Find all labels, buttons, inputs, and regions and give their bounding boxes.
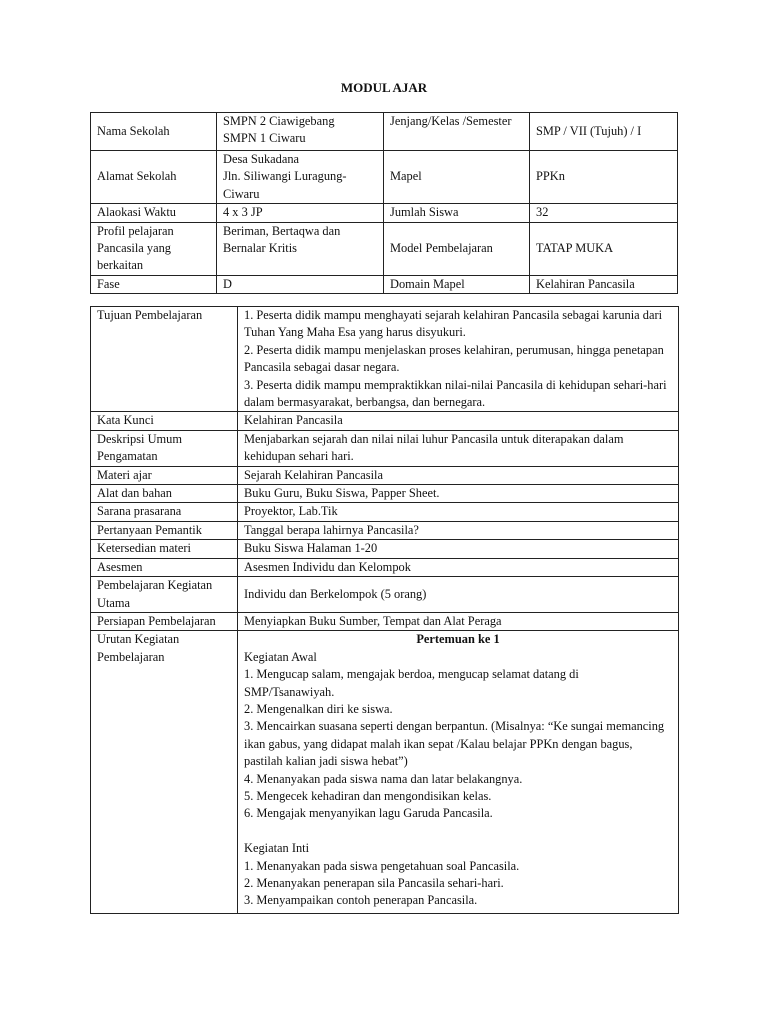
value-fase: D [217, 275, 384, 293]
table-row [91, 521, 679, 539]
list-item: 3. Peserta didik mampu mempraktikkan nilai-nilai Pancasila di kehidupan sehari-hari dalam bermasyarakat, berbangsa, dan bernegara. [244, 377, 667, 410]
value-ketersediaan: Buku Siswa Halaman 1-20 [238, 540, 679, 558]
table-row [91, 204, 678, 222]
label-sarana: Sarana prasarana [91, 503, 238, 521]
label-pembelajaran: Pembelajaran Kegiatan Utama [91, 577, 238, 613]
label-urutan: Urutan Kegiatan Pembelajaran [91, 631, 238, 913]
label-profil: Profil pelajaran Pancasila yang berkaitan [91, 222, 217, 275]
school-name-2: SMPN 1 Ciwaru [223, 131, 306, 146]
list-item: 2. Mengenalkan diri ke siswa. [244, 701, 393, 716]
list-item: 6. Mengajak menyanyikan lagu Garuda Pancasila. [244, 806, 493, 821]
list-item: 5. Mengecek kehadiran dan mengondisikan kelas. [244, 788, 492, 803]
list-item: 4. Menanyakan pada siswa nama dan latar belakangnya. [244, 771, 523, 786]
label-ketersediaan: Ketersedian materi [91, 540, 238, 558]
table-row [91, 612, 679, 630]
label-model: Model Pembelajaran [384, 222, 530, 275]
value-pertanyaan: Tanggal berapa lahirnya Pancasila? [238, 521, 679, 539]
kegiatan-awal-heading: Kegiatan Awal [244, 649, 317, 664]
table-row [91, 113, 678, 151]
value-domain: Kelahiran Pancasila [530, 275, 678, 293]
value-nama-sekolah [217, 113, 384, 151]
value-alokasi: 4 x 3 JP [217, 204, 384, 222]
table-row [91, 540, 679, 558]
school-info-table [90, 112, 678, 294]
value-materi: Sejarah Kelahiran Pancasila [238, 466, 679, 484]
list-item: 2. Peserta didik mampu menjelaskan proses kelahiran, perumusan, hingga penetapan Pancasila sebagai dasar negara. [244, 342, 664, 375]
table-row [91, 275, 678, 293]
label-alamat: Alamat Sekolah [91, 151, 217, 204]
value-alat: Buku Guru, Buku Siswa, Papper Sheet. [238, 485, 679, 503]
table-row [91, 577, 679, 613]
table-row [91, 430, 679, 466]
pertemuan-heading: Pertemuan ke 1 [416, 632, 500, 647]
value-persiapan: Menyiapkan Buku Sumber, Tempat dan Alat Peraga [238, 612, 679, 630]
label-domain: Domain Mapel [384, 275, 530, 293]
value-pembelajaran: Individu dan Berkelompok (5 orang) [238, 577, 679, 613]
value-urutan [238, 631, 679, 913]
label-mapel: Mapel [384, 151, 530, 204]
value-tujuan [238, 307, 679, 412]
table-row [91, 503, 679, 521]
label-persiapan: Persiapan Pembelajaran [91, 612, 238, 630]
table-row [91, 412, 679, 430]
address-line-1: Desa Sukadana [223, 152, 300, 166]
value-model: TATAP MUKA [530, 222, 678, 275]
table-row [91, 485, 679, 503]
list-item: 3. Menyampaikan contoh penerapan Pancasila. [244, 893, 478, 908]
list-item: 1. Menanyakan pada siswa pengetahuan soal Pancasila. [244, 858, 520, 873]
label-asesmen: Asesmen [91, 558, 238, 576]
label-materi: Materi ajar [91, 466, 238, 484]
label-nama-sekolah: Nama Sekolah [91, 113, 217, 151]
list-item: 1. Peserta didik mampu menghayati sejarah kelahiran Pancasila sebagai karunia dari Tuhan Yang Maha Esa yang harus disyukuri. [244, 308, 663, 340]
list-item: 3. Mencairkan suasana seperti dengan berpantun. (Misalnya: “Ke sungai memancing ikan gabus, yang didapat malah ikan sepat /Kalau belajar PPKn dengan bagus, pastilah kalian jadi siswa hebat”) [244, 719, 665, 769]
value-sarana: Proyektor, Lab.Tik [238, 503, 679, 521]
label-deskripsi: Deskripsi Umum Pengamatan [91, 430, 238, 466]
value-deskripsi: Menjabarkan sejarah dan nilai nilai luhur Pancasila untuk diterapakan dalam kehidupan sehari hari. [238, 430, 679, 466]
school-name-1: SMPN 2 Ciawigebang [223, 114, 335, 128]
value-asesmen: Asesmen Individu dan Kelompok [238, 558, 679, 576]
page-title: MODUL AJAR [340, 80, 428, 95]
value-alamat [217, 151, 384, 204]
label-jumlah-siswa: Jumlah Siswa [384, 204, 530, 222]
address-line-2: Jln. Siliwangi Luragung-Ciwaru [223, 169, 347, 201]
table-row [91, 307, 679, 412]
label-pertanyaan: Pertanyaan Pemantik [91, 521, 238, 539]
table-row [91, 222, 678, 275]
label-kata-kunci: Kata Kunci [91, 412, 238, 430]
label-fase: Fase [91, 275, 217, 293]
label-tujuan: Tujuan Pembelajaran [91, 307, 238, 412]
value-profil: Beriman, Bertaqwa dan Bernalar Kritis [217, 222, 384, 275]
value-kata-kunci: Kelahiran Pancasila [238, 412, 679, 430]
value-mapel: PPKn [530, 151, 678, 204]
table-row [91, 558, 679, 576]
spacer [244, 823, 672, 840]
table-row [91, 151, 678, 204]
lesson-details-table [90, 306, 679, 914]
list-item: 1. Mengucap salam, mengajak berdoa, mengucap selamat datang di SMP/Tsanawiyah. [244, 667, 579, 699]
table-row [91, 466, 679, 484]
label-alat: Alat dan bahan [91, 485, 238, 503]
table-row [91, 631, 679, 913]
value-jenjang: SMP / VII (Tujuh) / I [530, 113, 678, 151]
value-jumlah-siswa: 32 [530, 204, 678, 222]
list-item: 2. Menanyakan penerapan sila Pancasila sehari-hari. [244, 875, 504, 890]
label-jenjang: Jenjang/Kelas /Semester [384, 113, 530, 151]
kegiatan-inti-heading: Kegiatan Inti [244, 841, 310, 856]
label-alokasi: Alaokasi Waktu [91, 204, 217, 222]
